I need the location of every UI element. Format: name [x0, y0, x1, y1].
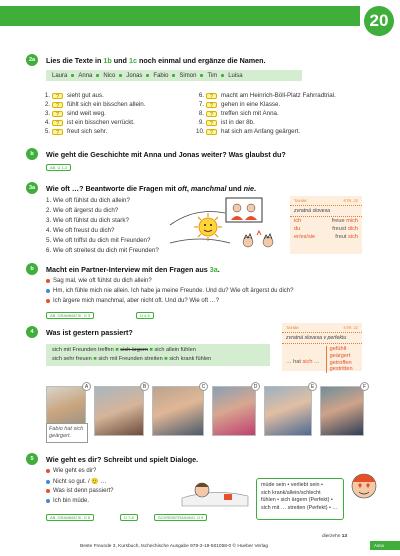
fill-item: 8. ? treffen sich mit Anna.: [198, 110, 279, 118]
name-item: Anna: [78, 72, 93, 79]
workbook-ref: Ü 7-8: [120, 514, 138, 521]
workbook-ref: AB, GRAMMATIK, Ü 3: [46, 312, 94, 319]
friends-picture-icon: [226, 198, 262, 222]
dialogue-line: Ich ärgere mich manchmal, aber nicht oft. Und du? Wie oft …?: [46, 298, 219, 304]
photo-e: [264, 386, 312, 436]
word-box-5: müde sein • verliebt sein • sich krank/allein/schlecht fühlen • sich ärgern (Perfekt) • sich mit … streiten (Perfekt) • …: [256, 478, 344, 520]
photo-label: B: [140, 382, 149, 391]
answer-blank[interactable]: ?: [52, 93, 63, 99]
answer-blank[interactable]: ?: [52, 111, 63, 117]
name-item: Laura: [52, 72, 68, 79]
fill-item: 9. ? ist in der 8b.: [198, 119, 255, 127]
fill-item: 10. ? hat sich am Anfang geärgert.: [196, 128, 301, 136]
workbook-ref: AB, GRAMMATIK, Ü 6: [46, 514, 94, 521]
fill-item: 4. ? ist ein bisschen verrückt.: [44, 119, 135, 127]
fill-item: 3. ? sind weit weg.: [44, 110, 106, 118]
name-item: Tim: [207, 72, 218, 79]
photo-d: [212, 386, 256, 436]
dialogue-line: Ich bin müde.: [46, 498, 89, 504]
name-item: Simon: [179, 72, 197, 79]
photo-c: [152, 386, 204, 436]
sun-icon: [194, 213, 222, 241]
grammar-box-reflexive: TAHÁK STR. 22 zvratná slovesa ich freue mich du freust dich er/es/sie freut sich: [290, 196, 362, 254]
names-box: [46, 70, 302, 81]
heart-eyes-girl-illustration: [346, 466, 384, 506]
footer-page: dierzehn 13: [322, 534, 348, 539]
dialogue-line: Hm, ich fühle mich nie allein. Ich habe ja meine Freunde. Und du? Wie oft ärgerst du dich?: [46, 288, 293, 294]
arrow-line: [170, 239, 230, 243]
fill-item: 5. ? freut sich sehr.: [44, 128, 108, 136]
question-item: 4. Wie oft freust du dich?: [46, 227, 115, 234]
answer-blank[interactable]: ?: [206, 120, 217, 126]
page-number: 20: [364, 6, 394, 36]
photo-b: [94, 386, 144, 436]
answer-blank[interactable]: ?: [52, 102, 63, 108]
exercise-heading-2b: Wie geht die Geschichte mit Anna und Jonas weiter? Was glaubst du?: [46, 150, 286, 159]
exercise-heading-2a: Lies die Texte in 1b und 1c noch einmal und ergänze die Namen.: [46, 56, 266, 65]
sick-person-illustration: [180, 470, 250, 510]
name-item: Luisa: [228, 72, 243, 79]
top-green-bar: [0, 6, 360, 26]
illustrations-3a: [160, 195, 290, 260]
exercise-badge-3b: b: [26, 263, 38, 275]
fill-item: 1. ? sieht gut aus.: [44, 92, 104, 100]
lesson-tab: Anna: [370, 541, 400, 550]
photo-label: E: [308, 382, 317, 391]
name-item: Fabio: [153, 72, 169, 79]
photo-f: [320, 386, 364, 436]
answer-blank[interactable]: ?: [206, 111, 217, 117]
exercise-heading-4: Was ist gestern passiert?: [46, 328, 133, 337]
workbook-ref: Ü 4-5: [136, 312, 154, 319]
exercise-badge-4: 4: [26, 326, 38, 338]
exercise-badge-5: 5: [26, 453, 38, 465]
footer-copyright: Beste Freunde 3, Kursbuch, tschechische Ausgabe 978-3-19-501058-0 © Hueber Verlag: [80, 544, 269, 549]
name-item: Nico: [103, 72, 116, 79]
exercise-heading-3b: Macht ein Partner-Interview mit den Fragen aus 3a.: [46, 265, 220, 274]
photo-label: A: [82, 382, 91, 391]
example-note: Fabio hat sich geärgert.: [46, 423, 88, 443]
fill-item: 7. ? gehen in eine Klasse.: [198, 101, 281, 109]
photo-label: D: [251, 382, 260, 391]
dialogue-line: Nicht so gut. / 🙂 …: [46, 478, 107, 485]
quarrel-picture-icon: [243, 231, 273, 247]
grammar-box-perfekt: TAHÁK STR. 22 zvratná slovesa v perfektu … hat sich … gefühlt geärgert getroffen gestritten: [282, 323, 362, 371]
exercise-heading-5: Wie geht es dir? Schreibt und spielt Dialoge.: [46, 455, 199, 464]
answer-blank[interactable]: ?: [206, 93, 217, 99]
question-item: 2. Wie oft ärgerst du dich?: [46, 207, 119, 214]
answer-blank[interactable]: ?: [52, 120, 63, 126]
workbook-ref: AB, Ü 1-2: [46, 164, 71, 171]
workbook-ref: SCHREIBTRAINING, Ü 9: [154, 514, 207, 521]
question-item: 5. Wie oft triffst du dich mit Freunden?: [46, 237, 151, 244]
name-item: Jonas: [126, 72, 143, 79]
question-item: 1. Wie oft fühlst du dich allein?: [46, 197, 130, 204]
question-item: 6. Wie oft streitest du dich mit Freunden?: [46, 247, 159, 254]
exercise-heading-3a: Wie oft …? Beantworte die Fragen mit oft, manchmal und nie.: [46, 184, 257, 193]
question-item: 3. Wie oft fühlst du dich stark?: [46, 217, 129, 224]
phrases-box: sich mit Freunden treffen ■ sich ärgern ■ sich allein fühlen sich sehr freuen ■ sich mit Freunden streiten ■ sich krank fühlen: [46, 344, 270, 366]
exercise-badge-2b: b: [26, 148, 38, 160]
fill-item: 2. ? fühlt sich ein bisschen allein.: [44, 101, 146, 109]
dialogue-line: Was ist denn passiert?: [46, 488, 113, 494]
exercise-badge-2a: 2a: [26, 54, 38, 66]
photo-label: C: [199, 382, 208, 391]
dialogue-line: Wie geht es dir?: [46, 468, 96, 474]
exercise-badge-3a: 3a: [26, 182, 38, 194]
answer-blank[interactable]: ?: [52, 129, 63, 135]
fill-item: 6. ? macht am Heinrich-Böll-Platz Fahrradtrial.: [198, 92, 336, 100]
dialogue-line: Sag mal, wie oft fühlst du dich allein?: [46, 278, 152, 284]
photo-label: F: [360, 382, 369, 391]
answer-blank[interactable]: ?: [206, 102, 217, 108]
answer-blank[interactable]: ?: [206, 129, 217, 135]
